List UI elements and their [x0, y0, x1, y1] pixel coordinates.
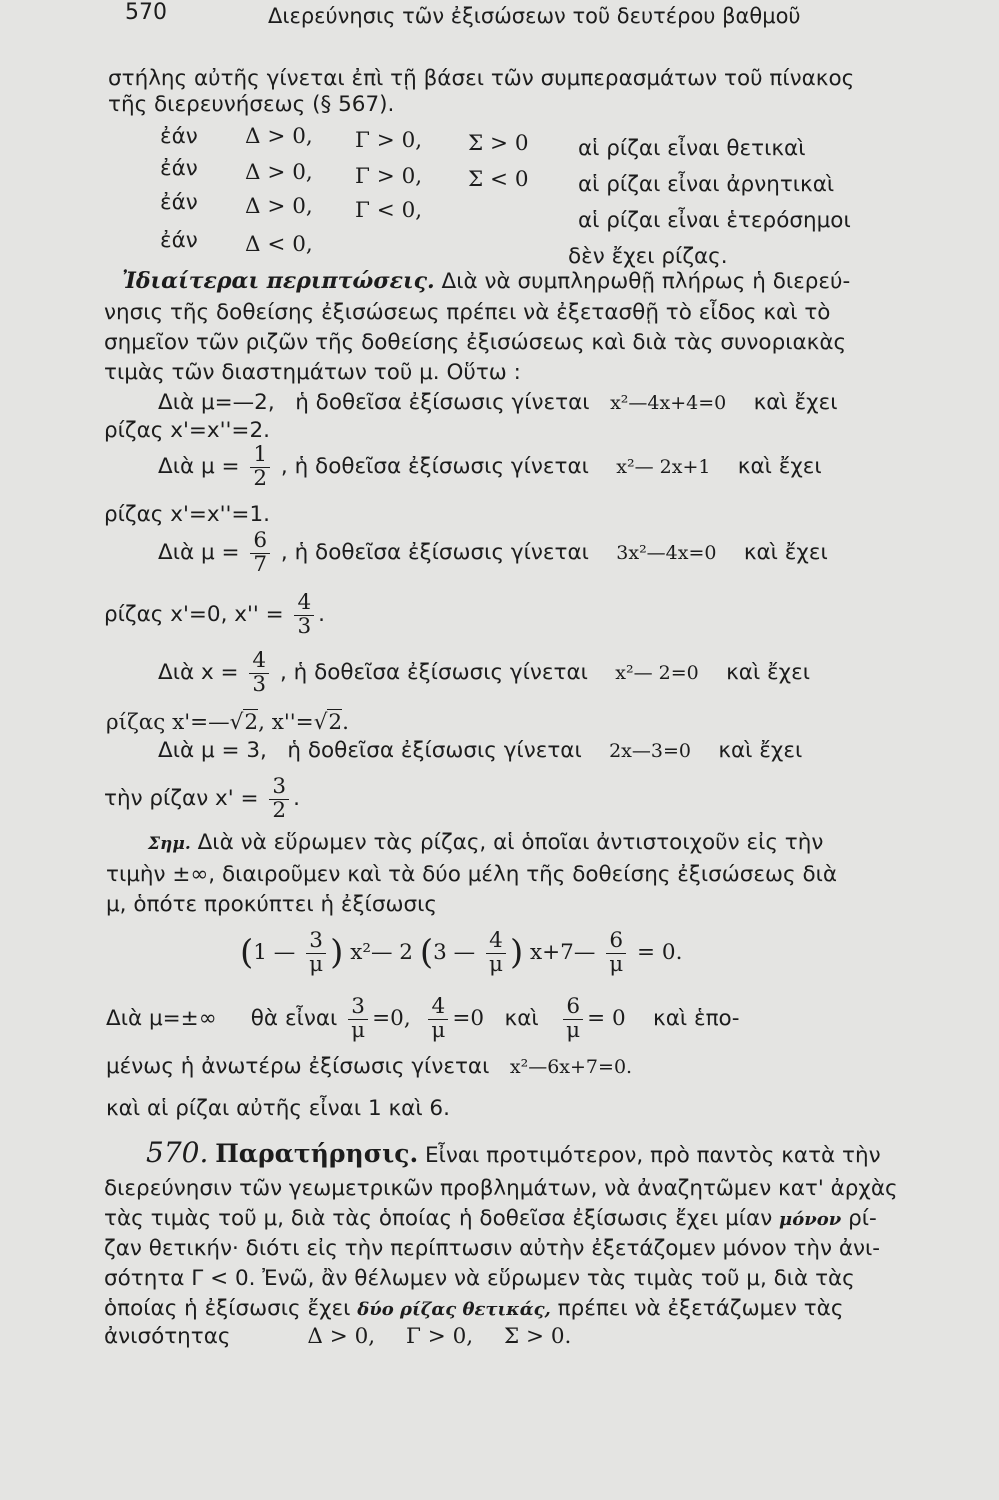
example-3-prefix: Διὰ μ = [158, 540, 240, 566]
case-3-c1: Δ > 0, [245, 194, 313, 219]
case-2-c1: Δ > 0, [245, 160, 313, 185]
case-4-if: ἐάν [160, 228, 198, 253]
example-5-mid: ἡ δοθεῖσα ἐξίσωσις γίνεται [287, 738, 582, 763]
example-3-line [158, 530, 828, 576]
section-title: Παρατήρησις. [215, 1139, 419, 1168]
case-2-if: ἐάν [160, 156, 198, 181]
example-2-equation: x²— 2x+1 [616, 456, 711, 479]
case-3-result: αἱ ρίζαι εἶναι ἑτερόσημοι [578, 208, 851, 233]
example-1-prefix: Διὰ μ=—2, [158, 390, 275, 415]
note-label: Σημ. [148, 834, 191, 854]
running-title: Διερεύνησις τῶν ἐξισώσεων τοῦ δευτέρου βαθμοῦ [268, 4, 801, 28]
section-570-line-6: ὁποίας ἡ ἐξίσωσις ἔχει δύο ρίζας θετικάς, πρέπει νὰ ἐξετάζωμεν τὰς [104, 1296, 844, 1321]
section-570-line-7: ἀνισότητας Δ > 0, Γ > 0, Σ > 0. [104, 1324, 572, 1349]
note-line-4: μένως ἡ ἀνωτέρω ἐξίσωσις γίνεται x²—6x+7=0. [106, 1054, 633, 1079]
section-570-line-4: ζαν θετικήν· διότι εἰς τὴν περίπτωσιν αὐτὴν ἐξετάζομεν μόνον τὴν ἀνι- [104, 1236, 881, 1261]
example-3-root-fraction: $\frac{4}{3}$ [294, 592, 314, 638]
case-1-c3: Σ > 0 [468, 131, 529, 156]
example-4-mid: , ἡ δοθεῖσα ἐξίσωσις γίνεται [279, 660, 588, 686]
example-5-root-fraction: $\frac{3}{2}$ [269, 776, 289, 822]
example-2-roots: ρίζας x'=x''=1. [104, 502, 270, 527]
section-570-line-2: διερεύνησιν τῶν γεωμετρικῶν προβλημάτων, νὰ ἀναζητῶμεν κατ' ἀρχὰς [104, 1176, 898, 1201]
intro-line-2: τῆς διερευνήσεως (§ 567). [108, 92, 395, 117]
page-number: 570 [125, 0, 167, 25]
note-line-3: μ, ὁπότε προκύπτει ἡ ἐξίσωσις [106, 892, 437, 917]
special-line-1: Διὰ νὰ συμπληρωθῇ πλήρως ἡ διερεύ- [441, 269, 851, 294]
case-1-c1: Δ > 0, [245, 124, 313, 149]
example-4-end: καὶ ἔχει [726, 660, 810, 686]
section-570-line-3: τὰς τιμὰς τοῦ μ, διὰ τὰς ὁποίας ἡ δοθεῖσα ἐξίσωσις ἔχει μίαν μόνον ρί- [104, 1206, 877, 1231]
example-3-fraction: $\frac{6}{7}$ [250, 530, 270, 576]
note-line-1: Σημ. Διὰ νὰ εὕρωμεν τὰς ρίζας, αἱ ὁποῖαι ἀντιστοιχοῦν εἰς τὴν [148, 830, 824, 855]
example-4-fraction: $\frac{4}{3}$ [249, 650, 269, 696]
case-2-c2: Γ > 0, [355, 164, 423, 189]
case-3-c2: Γ < 0, [355, 198, 423, 223]
example-4-roots: ρίζας x'=—√2, x''=√2. [106, 710, 349, 735]
note-formula: (1 — $\frac{3}{\mu}$ ) x²— 2 (3 — $\frac{4}{\mu}$ ) x+7— $\frac{6}{\mu}$ = 0. [240, 928, 683, 977]
example-5-end: καὶ ἔχει [718, 738, 803, 763]
case-1-c2: Γ > 0, [355, 128, 423, 153]
special-heading-line [122, 268, 850, 295]
example-1-equation: x²—4x+4=0 [610, 392, 727, 414]
example-4-equation: x²— 2=0 [615, 662, 699, 685]
special-line-4: τιμὰς τῶν διαστημάτων τοῦ μ. Οὕτω : [104, 360, 521, 385]
section-570-line-5: σότητα Γ < 0. Ἐνῶ, ἂν θέλωμεν νὰ εὕρωμεν τὰς τιμὰς τοῦ μ, διὰ τὰς [104, 1266, 855, 1291]
case-4-c1: Δ < 0, [245, 232, 313, 257]
section-number: 570. [146, 1136, 209, 1169]
example-1-end: καὶ ἔχει [753, 390, 838, 415]
special-line-2: νησις τῆς δοθείσης ἐξισώσεως πρέπει νὰ ἐξετασθῇ τὸ εἶδος καὶ τὸ [104, 300, 831, 325]
example-5-roots: τὴν ρίζαν x' = $\frac{3}{2}$ . [104, 774, 300, 823]
example-5-line [158, 738, 802, 764]
note-line-5: καὶ αἱ ρίζαι αὐτῆς εἶναι 1 καὶ 6. [106, 1096, 450, 1121]
example-3-equation: 3x²—4x=0 [616, 542, 717, 565]
example-3-end: καὶ ἔχει [743, 540, 828, 566]
example-1-line [158, 390, 837, 416]
example-2-mid: , ἡ δοθεῖσα ἐξίσωσις γίνεται [280, 454, 589, 480]
intro-line-1: στήλης αὐτῆς γίνεται ἐπὶ τῇ βάσει τῶν συμπερασμάτων τοῦ πίνακος [108, 66, 855, 91]
note-limit-line: Διὰ μ=±∞ θὰ εἶναι $\frac{3}{\mu}$ =0, $\frac{4}{\mu}$ =0 καὶ $\frac{6}{\mu}$ = 0 καὶ ἑπο- [106, 994, 740, 1043]
example-3-mid: , ἡ δοθεῖσα ἐξίσωσις γίνεται [280, 540, 589, 566]
case-2-result: αἱ ρίζαι εἶναι ἀρνητικαὶ [578, 172, 835, 197]
case-4-result: δὲν ἔχει ρίζας. [568, 244, 728, 269]
example-4-line [158, 650, 810, 696]
example-1-mid: ἡ δοθεῖσα ἐξίσωσις γίνεται [295, 390, 590, 415]
case-1-result: αἱ ρίζαι εἶναι θετικαὶ [578, 136, 806, 161]
case-2-c3: Σ < 0 [468, 167, 529, 192]
example-3-roots: ρίζας x'=0, x'' = $\frac{4}{3}$ . [104, 590, 326, 639]
example-2-fraction: $\frac{1}{2}$ [250, 444, 270, 490]
note-line-2: τιμὴν ±∞, διαιροῦμεν καὶ τὰ δύο μέλη τῆς δοθείσης ἐξισώσεως διὰ [106, 862, 838, 887]
example-5-equation: 2x—3=0 [609, 740, 691, 762]
case-1-if: ἐάν [160, 124, 198, 149]
example-2-prefix: Διὰ μ = [158, 454, 240, 480]
special-line-3: σημεῖον τῶν ριζῶν τῆς δοθείσης ἐξισώσεως καὶ διὰ τὰς συνοριακὰς [104, 330, 847, 355]
example-3-roots-text: ρίζας x'=0, x'' = [104, 602, 284, 628]
case-3-if: ἐάν [160, 190, 198, 215]
section-570-heading: 570. Παρατήρησις. Εἶναι προτιμότερον, πρὸ παντὸς κατὰ τὴν [146, 1136, 881, 1169]
example-4-prefix: Διὰ x = [158, 660, 239, 686]
example-2-line [158, 444, 822, 490]
example-2-end: καὶ ἔχει [737, 454, 822, 480]
special-heading: Ἰδιαίτεραι περιπτώσεις. [122, 268, 435, 294]
example-1-roots: ρίζας x'=x''=2. [104, 418, 270, 443]
example-5-prefix: Διὰ μ = 3, [158, 738, 267, 763]
